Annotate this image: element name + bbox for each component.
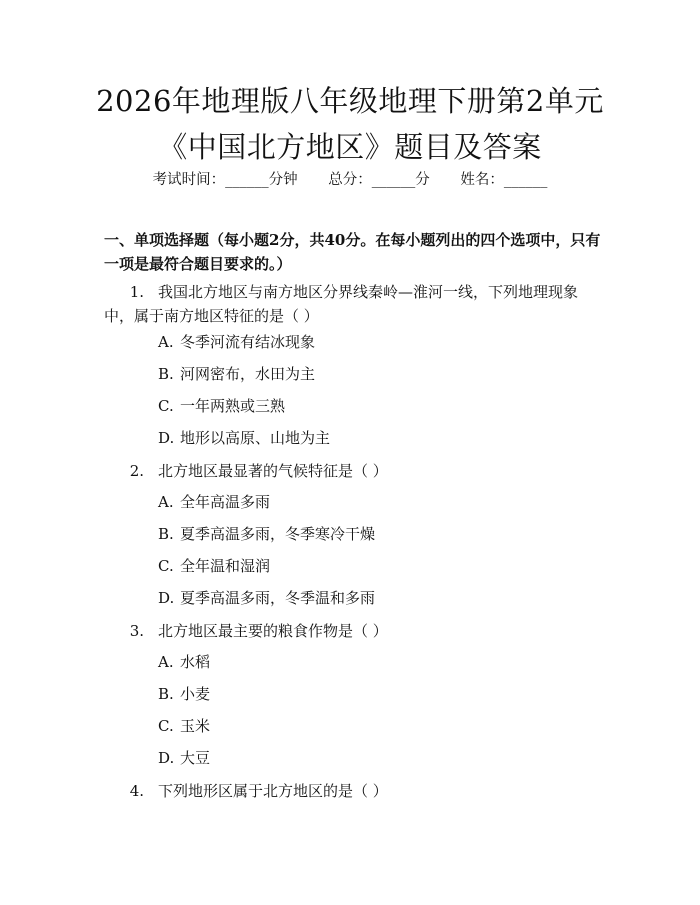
option-letter: D. [158,749,175,767]
option-1a [158,331,598,353]
option-2c [158,555,598,577]
option-text: 夏季高温多雨，冬季寒冷干燥 [180,525,376,543]
question-number: 4. [129,782,144,800]
option-letter: A. [158,333,174,351]
option-1b [158,363,598,385]
option-letter: C. [158,717,174,735]
option-letter: D. [158,589,175,607]
option-letter: A. [158,493,174,511]
option-letter: B. [158,685,174,703]
option-2d [158,587,598,609]
question-4 [104,779,602,803]
question-3 [104,619,602,643]
option-text: 河网密布，水田为主 [180,365,316,383]
option-letter: C. [158,557,174,575]
option-text: 大豆 [180,749,211,767]
option-2b [158,523,598,545]
option-letter: B. [158,525,174,543]
option-1c [158,395,598,417]
question-text: 北方地区最主要的粮食作物是（ ） [158,622,388,640]
question-2 [104,459,602,483]
option-1d [158,427,598,449]
question-1 [104,280,602,328]
option-letter: A. [158,653,174,671]
option-text: 全年高温多雨 [180,493,271,511]
document-title: 2026年地理版八年级地理下册第2单元《中国北方地区》题目及答案 [96,84,604,164]
question-text: 下列地形区属于北方地区的是（ ） [158,782,388,800]
option-text: 小麦 [180,685,211,703]
total-score-field: 总分：______分 [328,172,430,188]
option-text: 地形以高原、山地为主 [180,429,331,447]
exam-time-field: 考试时间：______分钟 [152,172,298,188]
option-3b [158,683,598,705]
option-3c [158,715,598,737]
student-name-field: 姓名：______ [460,172,548,188]
option-text: 全年温和湿润 [180,557,271,575]
option-letter: B. [158,365,174,383]
question-number: 1. [129,283,144,301]
option-text: 夏季高温多雨，冬季温和多雨 [180,589,376,607]
option-letter: D. [158,429,175,447]
option-text: 冬季河流有结冰现象 [180,333,316,351]
option-text: 玉米 [180,717,211,735]
question-text: 我国北方地区与南方地区分界线秦岭—淮河一线，下列地理现象中，属于南方地区特征的是（ ） [104,283,579,325]
option-letter: C. [158,397,174,415]
option-3a [158,651,598,673]
section-heading: 一、单项选择题（每小题2分，共40分。在每小题列出的四个选项中，只有一项是最符合题目要求的。） [104,231,601,273]
exam-meta [0,168,700,189]
option-text: 水稻 [180,653,211,671]
question-number: 2. [129,462,144,480]
option-3d [158,747,598,769]
question-number: 3. [129,622,144,640]
option-2a [158,491,598,513]
question-text: 北方地区最显著的气候特征是（ ） [158,462,388,480]
option-text: 一年两熟或三熟 [180,397,286,415]
